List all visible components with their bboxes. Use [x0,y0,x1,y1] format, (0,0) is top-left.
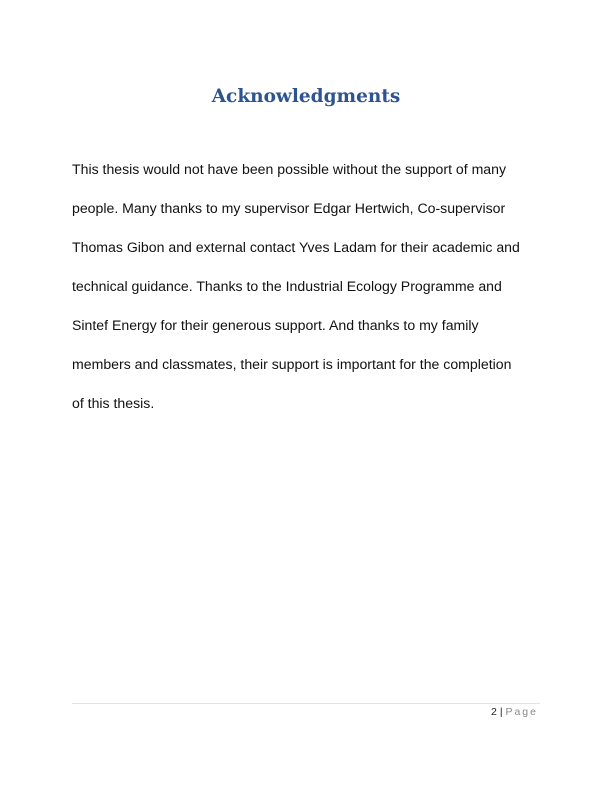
paragraph-line: This thesis would not have been possible without the support of many [72,161,507,177]
paragraph-line: Sintef Energy for their generous support. And thanks to my family [72,317,479,333]
paragraph-line: technical guidance. Thanks to the Industrial Ecology Programme and [72,278,502,294]
acknowledgments-paragraph [72,150,544,423]
footer-divider [72,703,540,704]
paragraph-line: people. Many thanks to my supervisor Edgar Hertwich, Co-supervisor [72,200,506,216]
paragraph-line: members and classmates, their support is important for the completion [72,356,512,372]
page-title: Acknowledgments [211,86,401,107]
footer-separator: | [499,706,503,718]
paragraph-line: of this thesis. [72,395,155,411]
paragraph-line: Thomas Gibon and external contact Yves Ladam for their academic and [72,239,520,255]
page-label: Page [505,706,538,718]
page-footer [491,706,538,718]
page-number: 2 [491,706,497,718]
